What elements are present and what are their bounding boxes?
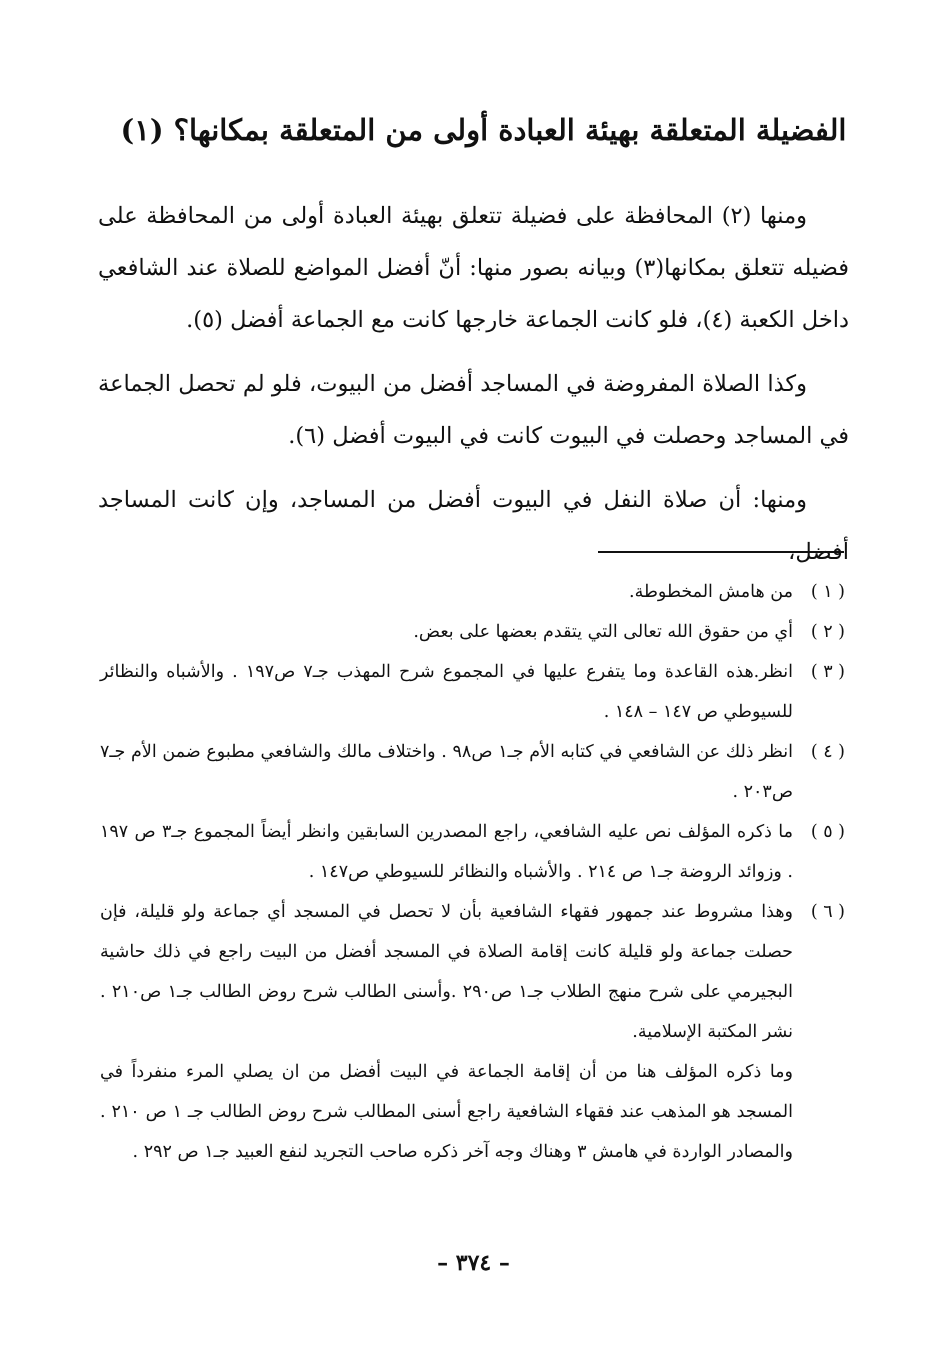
paragraph: ومنها: أن صلاة النفل في البيوت أفضل من المساجد، وإن كانت المساجد أفضل،	[98, 487, 849, 565]
footnote-number: ( ٦ )	[810, 902, 845, 922]
footnote-text: أي من حقوق الله تعالى التي يتقدم بعضها على بعض.	[413, 622, 793, 642]
main-text	[98, 190, 849, 578]
footnote-number: ( ٤ )	[810, 742, 845, 762]
footnote-1	[100, 572, 845, 612]
footnote-3	[100, 652, 845, 732]
footnote-text: من هامش المخطوطة.	[629, 582, 793, 602]
footnote-4	[100, 732, 845, 812]
footnotes	[100, 572, 845, 1172]
footnote-continuation: وما ذكره المؤلف هنا من أن إقامة الجماعة في البيت أفضل من ان يصلي المرء منفرداً في المسجد هو المذهب عند فقهاء الشافعية راجع أسنى المطالب شرح روض الطالب جـ ١ ص ٢١٠ . والمصادر الواردة في هامش ٣ وهناك وجه آخر ذكره صاحب التجريد لنفع العبيد جـ١ ص ٢٩٢ .	[100, 1062, 793, 1162]
footnote-number: ( ٣ )	[810, 662, 845, 682]
footnote-number: ( ١ )	[810, 582, 845, 602]
footnote-text: انظر.هذه القاعدة وما يتفرع عليها في المجموع شرح المهذب جـ٧ ص١٩٧ . والأشباه والنظائر للسيوطي ص ١٤٧ – ١٤٨ .	[100, 662, 793, 722]
footnote-number: ( ٢ )	[810, 622, 845, 642]
footnote-text: ما ذكره المؤلف نص عليه الشافعي، راجع المصدرين السابقين وانظر أيضاً المجموع جـ٣ ص ١٩٧ . وزوائد الروضة جـ١ ص ٢١٤ . والأشباه والنظائر للسيوطي ص١٤٧ .	[100, 822, 793, 882]
paragraph: وكذا الصلاة المفروضة في المساجد أفضل من البيوت، فلو لم تحصل الجماعة في المساجد وحصلت في البيوت كانت في البيوت أفضل (٦).	[98, 371, 849, 449]
footnote-text: وهذا مشروط عند جمهور فقهاء الشافعية بأن لا تحصل في المسجد أي جماعة ولو قليلة، فإن حصلت جماعة ولو قليلة كانت إقامة الصلاة في المسجد أفضل من البيت راجع في ذلك حاشية البجيرمي على شرح منهج الطلاب جـ١ ص٢٩٠ .وأسنى الطالب شرح روض الطالب جـ١ ص٢١٠ . نشر المكتبة الإسلامية.	[100, 902, 793, 1042]
footnote-5	[100, 812, 845, 892]
footnote-number: ( ٥ )	[810, 822, 845, 842]
paragraph: ومنها (٢) المحافظة على فضيلة تتعلق بهيئة العبادة أولى من المحافظة على فضيله تتعلق بمكانها(٣) وبيانه بصور منها: أنّ أفضل المواضع للصلاة عند الشافعي داخل الكعبة (٤)، فلو كانت الجماعة خارجها كانت مع الجماعة أفضل (٥).	[98, 203, 850, 333]
footnote-divider	[598, 551, 844, 553]
footnote-2	[100, 612, 845, 652]
page-number: – ٣٧٤ –	[437, 1250, 510, 1276]
footnote-text: انظر ذلك عن الشافعي في كتابه الأم جـ١ ص٩٨ . واختلاف مالك والشافعي مطبوع ضمن الأم جـ٧ ص٢٠٣ .	[100, 742, 793, 802]
section-title: الفضيلة المتعلقة بهيئة العبادة أولى من المتعلقة بمكانها؟ (١)	[120, 113, 847, 147]
footnote-6	[100, 892, 845, 1052]
